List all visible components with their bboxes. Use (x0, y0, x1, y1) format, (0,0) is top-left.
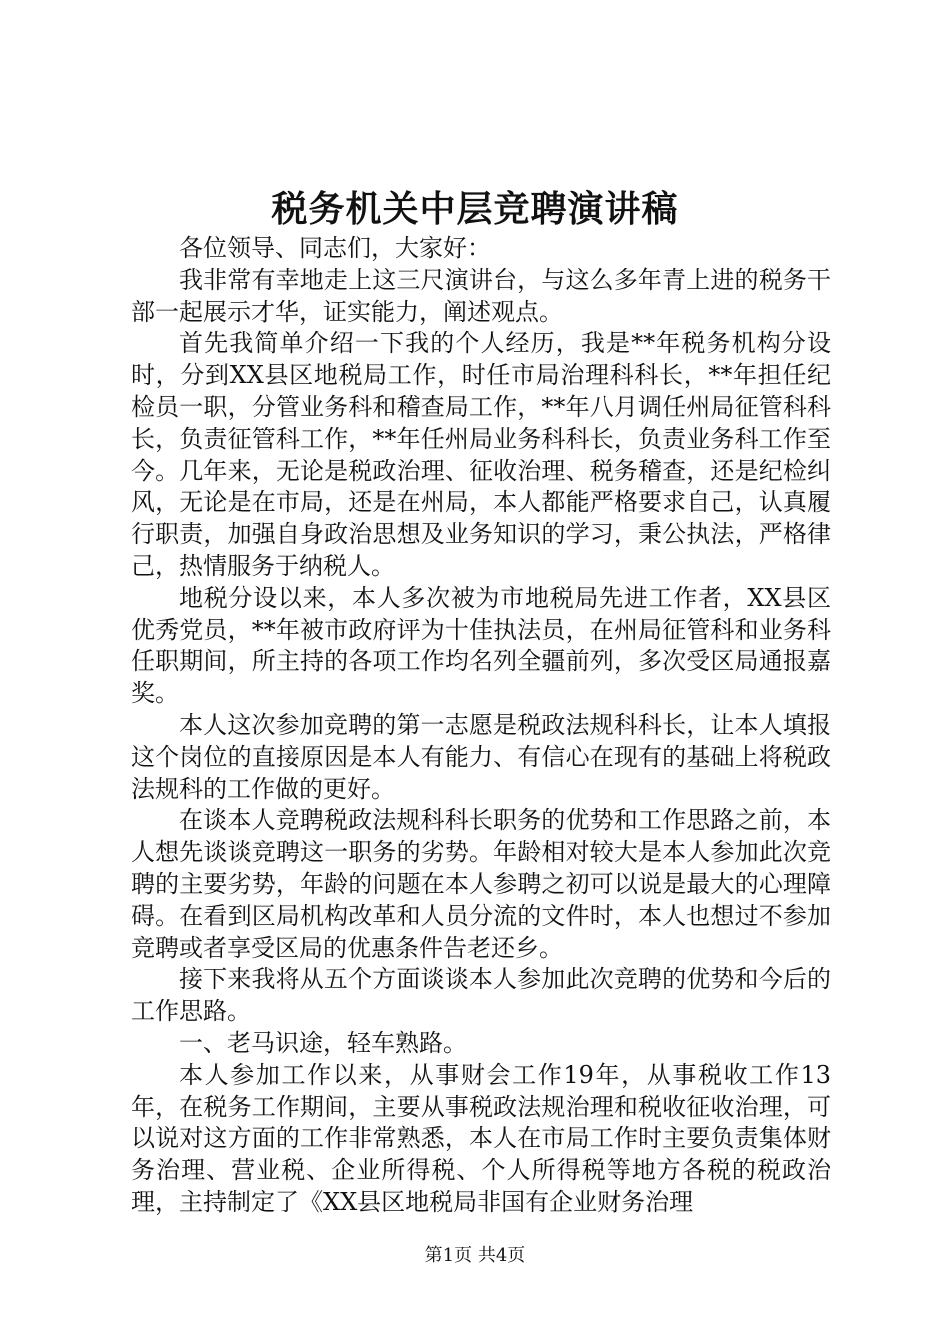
paragraph-honors: 地税分设以来，本人多次被为市地税局先进工作者，XX县区优秀党员，**年被市政府评为十佳执法员，在州局征管科和业务科任职期间，所主持的各项工作均名列全疆前列，多次受区局通报嘉奖。 (131, 583, 831, 708)
section-heading-1: 一、老马识途，轻车熟路。 (179, 1028, 467, 1057)
paragraph-personal-history: 首先我简单介绍一下我的个人经历，我是**年税务机构分设时，分到XX县区地税局工作，时任市局治理科科长，**年担任纪检员一职，分管业务科和稽查局工作，**年八月调任州局征管科科长，负责征管科工作，**年任州局业务科科长，负责业务科工作至今。几年来，无论是税政治理、征收治理、税务稽查，还是纪检纠风，无论是在市局，还是在州局，本人都能严格要求自己，认真履行职责，加强自身政治思想及业务知识的学习，秉公执法，严格律己，热情服务于纳税人。 (131, 329, 831, 580)
document-body (131, 233, 831, 1219)
page-footer: 第1页 共4页 (424, 1245, 526, 1266)
paragraph-greeting: 各位领导、同志们，大家好： (179, 234, 491, 262)
document-title: 税务机关中层竞聘演讲稿 (271, 188, 679, 230)
paragraph-disadvantages: 在谈本人竞聘税政法规科科长职务的优势和工作思路之前，本人想先谈谈竞聘这一职务的劣势。年龄相对较大是本人参加此次竞聘的主要劣势，年龄的问题在本人参聘之初可以说是最大的心理障碍。在看到区局机构改革和人员分流的文件时，本人也想过不参加竞聘或者享受区局的优惠条件告老还乡。 (131, 806, 831, 962)
paragraph-five-aspects: 接下来我将从五个方面谈谈本人参加此次竞聘的优势和今后的工作思路。 (131, 965, 831, 1026)
paragraph-opening: 我非常有幸地走上这三尺演讲台，与这么多年青上进的税务干部一起展示才华，证实能力，阐述观点。 (131, 265, 831, 326)
paragraph-experience: 本人参加工作以来，从事财会工作19年，从事税收工作13年，在税务工作期间，主要从事税政法规治理和税收征收治理，可以说对这方面的工作非常熟悉，本人在市局工作时主要负责集体财务治理、营业税、企业所得税、个人所得税等地方各税的税政治理，主持制定了《XX县区地税局非国有企业财务治理 (131, 1060, 831, 1216)
paragraph-first-choice: 本人这次参加竞聘的第一志愿是税政法规科科长，让本人填报这个岗位的直接原因是本人有能力、有信心在现有的基础上将税政法规科的工作做的更好。 (131, 710, 831, 803)
